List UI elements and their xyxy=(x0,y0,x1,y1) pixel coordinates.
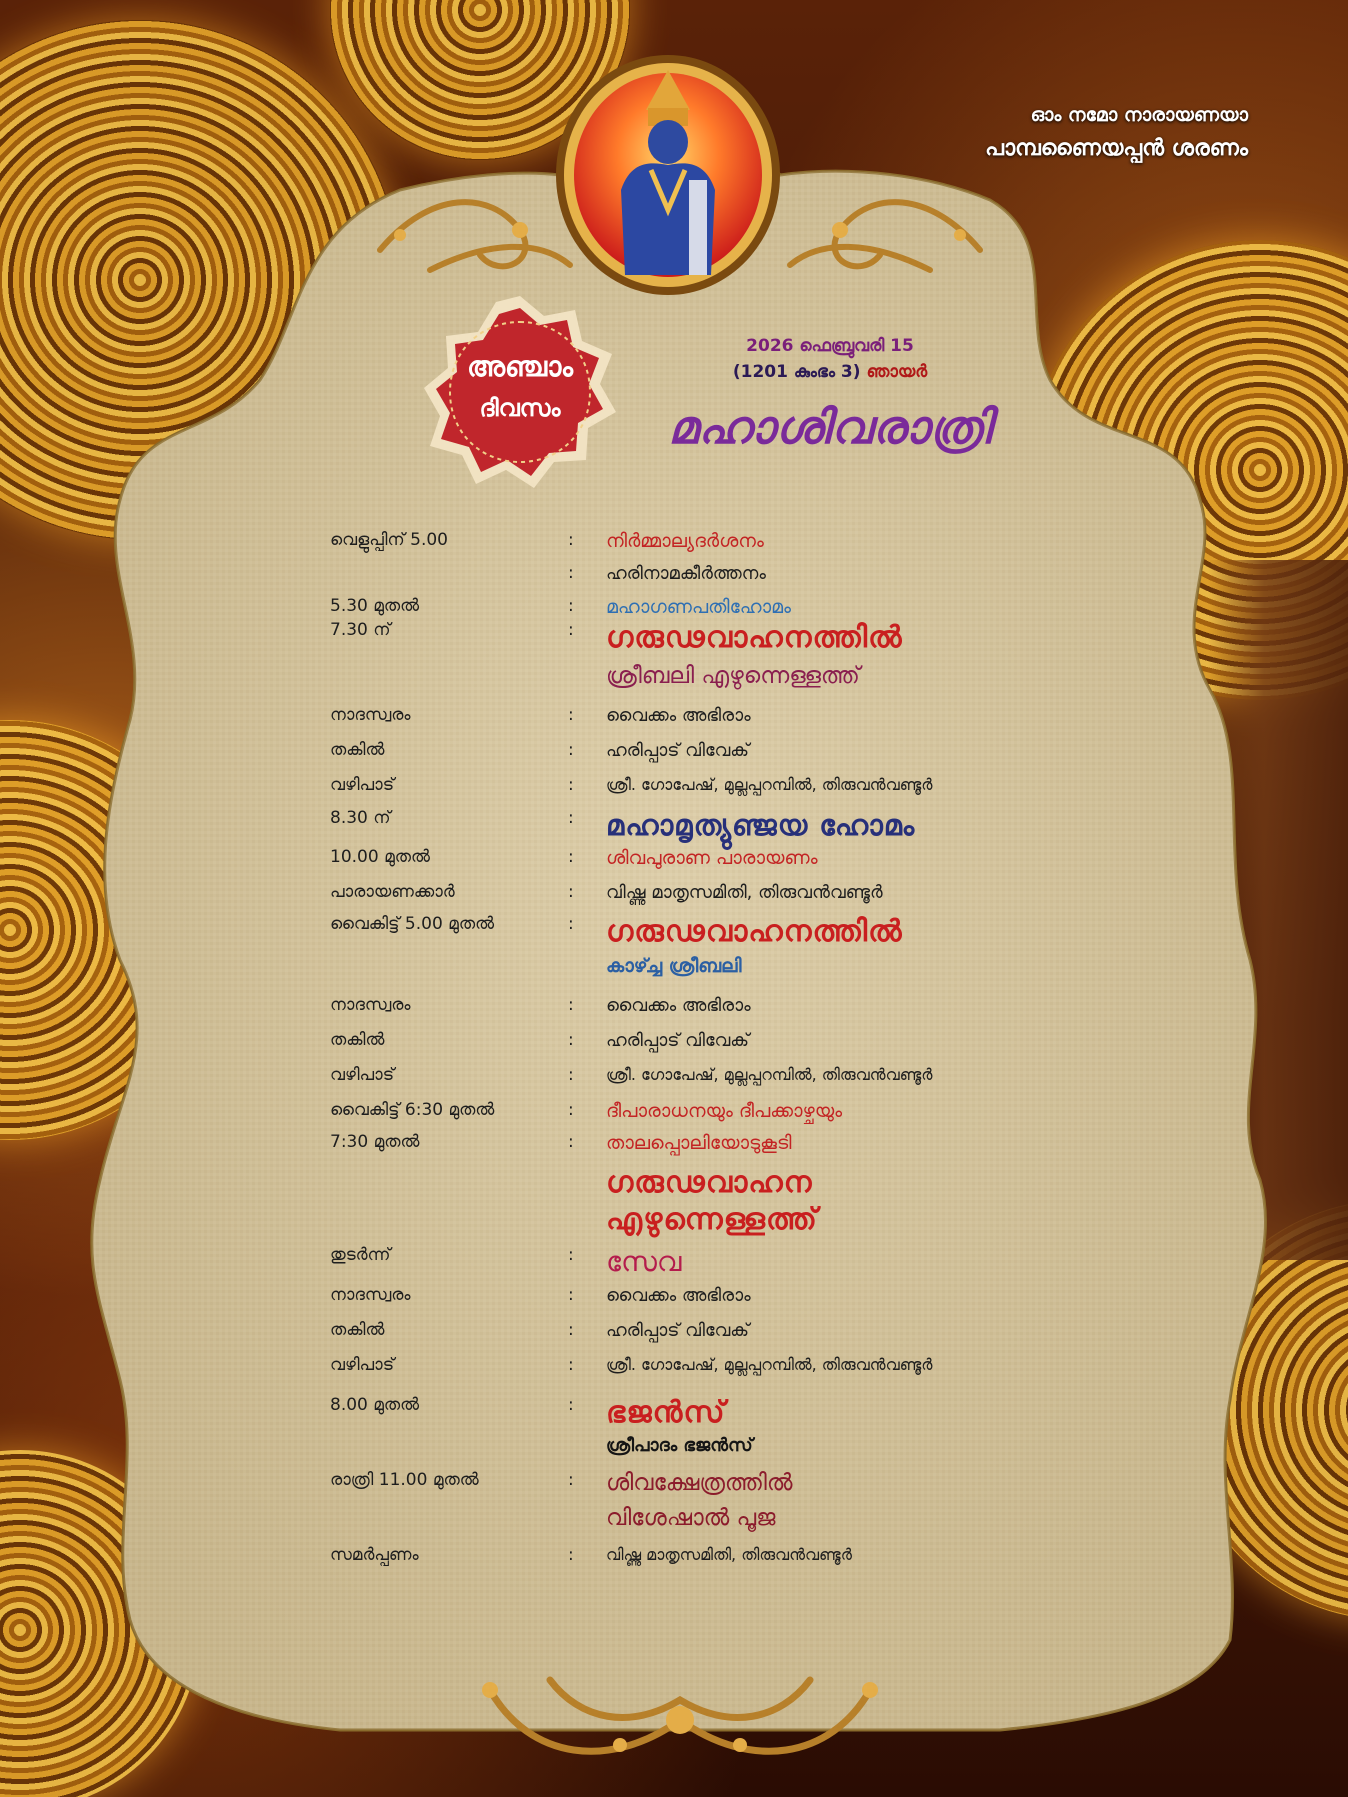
schedule-time-label: വഴിപാട് xyxy=(330,775,395,795)
deity-portrait xyxy=(551,50,785,300)
schedule-time-label: 7.30 ന് xyxy=(330,620,391,640)
schedule-separator: : xyxy=(568,1320,574,1340)
schedule-separator: : xyxy=(568,808,574,828)
schedule-separator: : xyxy=(568,1470,574,1490)
schedule-time-label: വഴിപാട് xyxy=(330,1065,395,1085)
badge-line1: അഞ്ചാം xyxy=(466,350,574,383)
header-line1: ഓം നമോ നാരായണയാ xyxy=(1030,104,1248,126)
schedule-separator: : xyxy=(568,705,574,725)
event-title: മഹാശിവരാത്രി xyxy=(668,400,992,454)
schedule-time-label: വഴിപാട് xyxy=(330,1355,395,1375)
schedule-event: വിഷ്ണു മാതൃസമിതി, തിരുവൻവണ്ടൂർ xyxy=(606,882,883,903)
schedule-event: ഗരുഢവാഹന xyxy=(606,1165,813,1200)
schedule-event: താലപ്പൊലിയോടുകൂടി xyxy=(606,1132,792,1154)
schedule-event: ഹരിപ്പാട് വിവേക് xyxy=(606,1320,750,1341)
schedule-event: ശിവപുരാണ പാരായണം xyxy=(606,847,818,869)
date-malayalam-era: (1201 കുംഭം 3) xyxy=(732,362,861,382)
schedule-event: വിശേഷാൽ പൂജ xyxy=(606,1505,776,1531)
schedule-separator: : xyxy=(568,775,574,795)
schedule-time-label: തുടർന്ന് xyxy=(330,1245,391,1265)
schedule-separator: : xyxy=(568,914,574,934)
schedule-time-label: വെളുപ്പിന് 5.00 xyxy=(330,530,448,550)
schedule-event: ശ്രീപാദം ഭജൻസ് xyxy=(606,1435,753,1456)
schedule-separator: : xyxy=(568,740,574,760)
schedule-time-label: വൈകിട്ട് 6:30 മുതൽ xyxy=(330,1100,495,1120)
schedule-separator: : xyxy=(568,530,574,550)
date-weekday: ഞായർ xyxy=(866,362,928,382)
schedule-event: ഗരുഢവാഹനത്തിൽ xyxy=(606,620,903,655)
schedule-separator: : xyxy=(568,620,574,640)
schedule-event: ദീപാരാധനയും ദീപക്കാഴ്ചയും xyxy=(606,1100,843,1122)
schedule-separator: : xyxy=(568,1285,574,1305)
schedule-event: ശ്രീ. ഗോപേഷ്, മുല്ലപ്പറമ്പിൽ, തിരുവൻവണ്ടൂർ xyxy=(606,775,933,794)
header-line2: പാമ്പണൈയപ്പൻ ശരണം xyxy=(985,136,1248,161)
schedule-separator: : xyxy=(568,1030,574,1050)
date-gregorian: 2026 ഫെബ്രുവരി 15 xyxy=(746,336,914,356)
schedule-time-label: പാരായണക്കാർ xyxy=(330,882,455,902)
day-badge xyxy=(420,292,620,492)
schedule-event: ശ്രീബലി എഴുന്നെള്ളത്ത് xyxy=(606,663,860,689)
schedule-time-label: 5.30 മുതൽ xyxy=(330,596,420,616)
schedule-separator: : xyxy=(568,1545,574,1565)
schedule-event: നിർമ്മാല്യദർശനം xyxy=(606,530,764,552)
schedule-time-label: വൈകിട്ട് 5.00 മുതൽ xyxy=(330,914,495,934)
date-malayalam xyxy=(700,362,960,382)
schedule-separator: : xyxy=(568,847,574,867)
badge-line2: ദിവസം xyxy=(479,394,561,422)
schedule-time-label: സമർപ്പണം xyxy=(330,1545,419,1565)
schedule-event: കാഴ്ച്ച ശ്രീബലി xyxy=(606,955,742,977)
schedule-time-label: തകിൽ xyxy=(330,1320,385,1340)
schedule-event: ഭജൻസ് xyxy=(606,1395,726,1430)
schedule-time-label: നാദസ്വരം xyxy=(330,995,411,1015)
schedule-event: ഹരിനാമകീർത്തനം xyxy=(606,563,766,584)
schedule-separator: : xyxy=(568,1245,574,1265)
schedule-time-label: 7:30 മുതൽ xyxy=(330,1132,420,1152)
schedule-separator: : xyxy=(568,1100,574,1120)
schedule-event: ശ്രീ. ഗോപേഷ്, മുല്ലപ്പറമ്പിൽ, തിരുവൻവണ്ടൂർ xyxy=(606,1355,933,1374)
schedule-time-label: തകിൽ xyxy=(330,1030,385,1050)
schedule-event: മഹാഗണപതിഹോമം xyxy=(606,596,792,618)
schedule-time-label: രാത്രി 11.00 മുതൽ xyxy=(330,1470,479,1490)
schedule-time-label: തകിൽ xyxy=(330,740,385,760)
schedule-event: ശിവക്ഷേത്രത്തിൽ xyxy=(606,1470,793,1496)
schedule-event: വൈക്കം അഭിരാം xyxy=(606,705,751,726)
schedule-time-label: 8.00 മുതൽ xyxy=(330,1395,420,1415)
schedule-event: സേവ xyxy=(606,1245,682,1278)
schedule-event: വൈക്കം അഭിരാം xyxy=(606,995,751,1016)
bottom-flourish xyxy=(470,1650,890,1790)
schedule-event: ഹരിപ്പാട് വിവേക് xyxy=(606,1030,750,1051)
schedule-time-label: നാദസ്വരം xyxy=(330,705,411,725)
schedule-separator: : xyxy=(568,596,574,616)
schedule-separator: : xyxy=(568,1355,574,1375)
schedule-time-label: നാദസ്വരം xyxy=(330,1285,411,1305)
schedule-event: ഹരിപ്പാട് വിവേക് xyxy=(606,740,750,761)
schedule-separator: : xyxy=(568,1065,574,1085)
schedule-event: വിഷ്ണു മാതൃസമിതി, തിരുവൻവണ്ടൂർ xyxy=(606,1545,852,1564)
schedule-event: എഴുന്നെള്ളത്ത് xyxy=(606,1202,818,1237)
schedule-time-label: 10.00 മുതൽ xyxy=(330,847,430,867)
schedule-separator: : xyxy=(568,1132,574,1152)
schedule-event: മഹാമൃത്യുഞ്ജയ ഹോമം xyxy=(606,808,916,842)
schedule-time-label: 8.30 ന് xyxy=(330,808,391,828)
schedule-event: വൈക്കം അഭിരാം xyxy=(606,1285,751,1306)
schedule-separator: : xyxy=(568,882,574,902)
schedule-event: ഗരുഢവാഹനത്തിൽ xyxy=(606,914,903,949)
schedule-separator: : xyxy=(568,1395,574,1415)
schedule-event: ശ്രീ. ഗോപേഷ്, മുല്ലപ്പറമ്പിൽ, തിരുവൻവണ്ടൂർ xyxy=(606,1065,933,1084)
schedule-separator: : xyxy=(568,563,574,583)
schedule-separator: : xyxy=(568,995,574,1015)
